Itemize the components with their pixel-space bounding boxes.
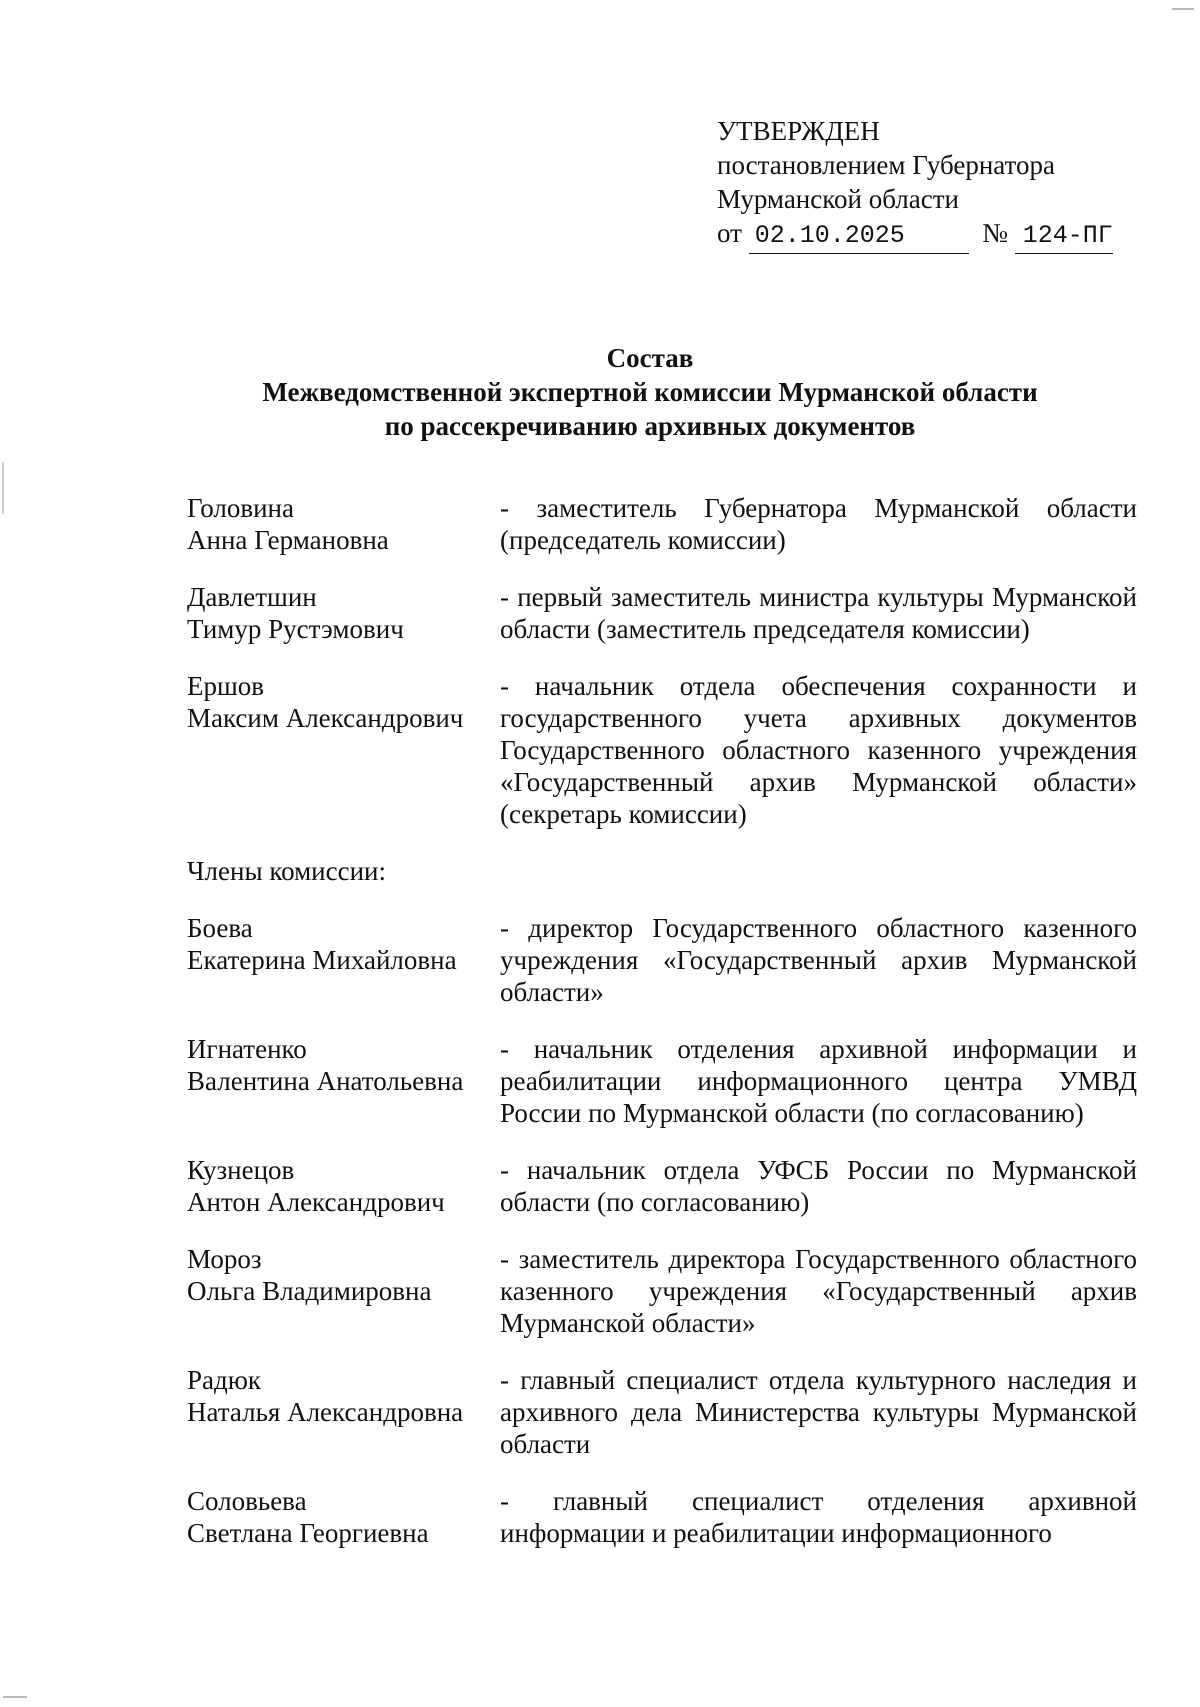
person-role: - начальник отдела обеспечения сохранности и государственного учета архивных документов Государственного областного казенного учреждения «Государственный архив Мурманской области» (секретарь комиссии) (500, 671, 1137, 829)
scan-artifact-left-edge (2, 462, 4, 514)
members-heading: Члены комиссии: (187, 856, 386, 886)
roster-entry (187, 1033, 1137, 1129)
approval-block (717, 114, 1113, 254)
person-name (187, 1485, 500, 1549)
roster-entry (187, 1243, 1137, 1339)
person-given-names: Ольга Владимировна (187, 1276, 432, 1306)
approval-line-decree: постановлением Губернатора (717, 150, 1055, 180)
roster-entry (187, 492, 1137, 556)
person-name (187, 912, 500, 1008)
person-role: - заместитель директора Государственного областного казенного учреждения «Государственный архив Мурманской области» (500, 1244, 1137, 1338)
person-surname: Ершов (187, 671, 265, 701)
person-surname: Головина (187, 493, 294, 523)
roster-entry (187, 1485, 1137, 1549)
person-name (187, 1154, 500, 1218)
person-surname: Соловьева (187, 1486, 307, 1516)
person-given-names: Светлана Георгиевна (187, 1518, 429, 1548)
person-name (187, 1364, 500, 1460)
approval-date-line (717, 216, 1113, 254)
title-line-1: Состав (606, 343, 694, 373)
number-prefix: № (982, 218, 1008, 248)
roster-entry (187, 581, 1137, 645)
person-surname: Боева (187, 913, 253, 943)
approval-number: 124-ПГ (1015, 219, 1113, 254)
person-surname: Кузнецов (187, 1155, 295, 1185)
approval-heading: УТВЕРЖДЕН (717, 116, 880, 146)
person-role: - начальник отделения архивной информации и реабилитации информационного центра УМВД России по Мурманской области (по согласованию) (500, 1034, 1137, 1128)
person-role: - первый заместитель министра культуры Мурманской области (заместитель председателя комиссии) (500, 582, 1137, 644)
person-given-names: Максим Александрович (187, 703, 464, 733)
person-given-names: Анна Германовна (187, 525, 389, 555)
person-surname: Давлетшин (187, 582, 317, 612)
person-name (187, 581, 500, 645)
person-role: - главный специалист отделения архивной информации и реабилитации информационного (500, 1486, 1137, 1548)
date-prefix: от (717, 218, 742, 248)
person-surname: Игнатенко (187, 1034, 307, 1064)
person-given-names: Антон Александрович (187, 1187, 445, 1217)
person-given-names: Валентина Анатольевна (187, 1066, 464, 1096)
leadership-list (187, 492, 1137, 830)
person-role: - главный специалист отдела культурного наследия и архивного дела Министерства культуры Мурманской области (500, 1365, 1137, 1459)
person-given-names: Наталья Александровна (187, 1397, 464, 1427)
person-name (187, 1033, 500, 1129)
person-surname: Мороз (187, 1244, 262, 1274)
roster-entry (187, 1364, 1137, 1460)
person-surname: Радюк (187, 1365, 262, 1395)
person-role: - начальник отдела УФСБ России по Мурманской области (по согласованию) (500, 1155, 1137, 1217)
person-given-names: Екатерина Михайловна (187, 945, 457, 975)
person-name (187, 492, 500, 556)
title-line-3: по рассекречиванию архивных документов (384, 411, 916, 441)
members-list (187, 912, 1137, 1549)
approval-line-region: Мурманской области (717, 184, 959, 214)
approval-date: 02.10.2025 (749, 219, 969, 254)
title-line-2: Межведомственной экспертной комиссии Мурманской области (262, 377, 1038, 407)
scan-artifact-top-right (1172, 8, 1194, 10)
person-name (187, 670, 500, 830)
scan-artifact-bottom-left (3, 1696, 27, 1698)
person-role: - заместитель Губернатора Мурманской области (председатель комиссии) (500, 493, 1137, 555)
document-title (150, 341, 1150, 443)
roster-entry (187, 912, 1137, 1008)
person-name (187, 1243, 500, 1339)
person-role: - директор Государственного областного казенного учреждения «Государственный архив Мурманской области» (500, 913, 1137, 1007)
commission-roster (187, 492, 1137, 1574)
person-given-names: Тимур Рустэмович (187, 614, 404, 644)
roster-entry (187, 1154, 1137, 1218)
roster-entry (187, 670, 1137, 830)
